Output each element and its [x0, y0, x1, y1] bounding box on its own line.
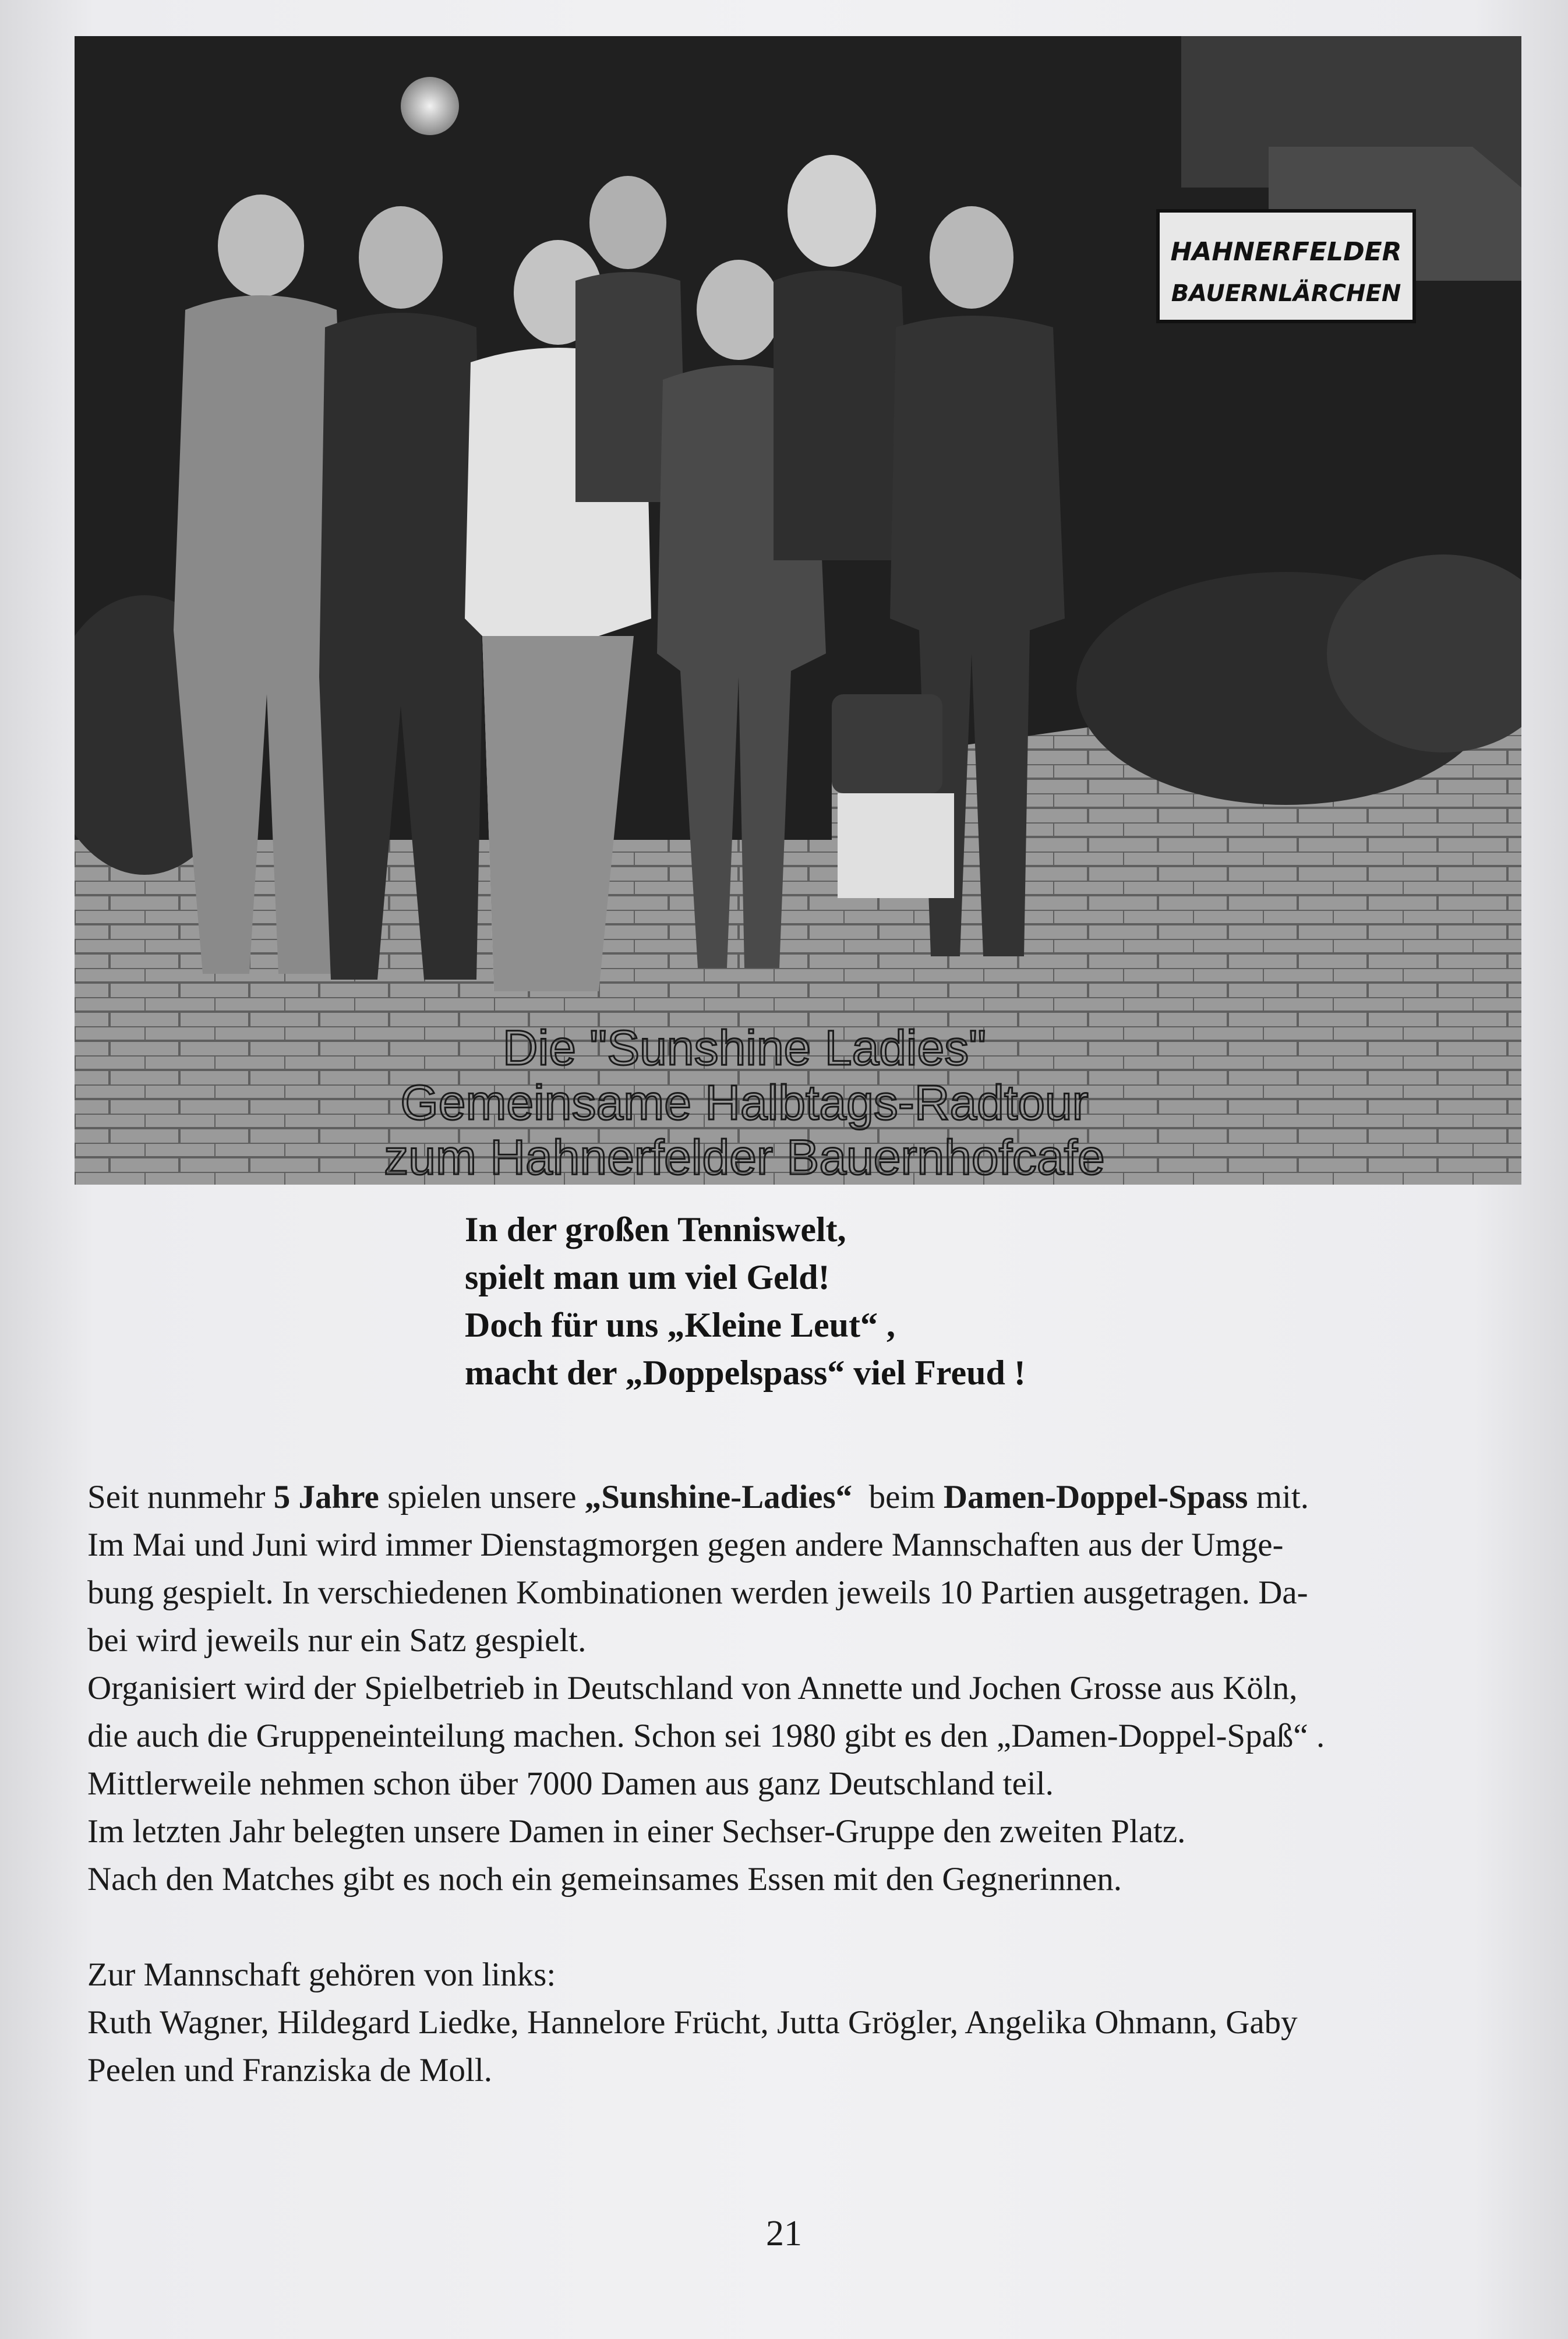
sign-line-2: BAUERNLÄRCHEN [1171, 280, 1401, 307]
team-names-line: Ruth Wagner, Hildegard Liedke, Hannelore Frücht, Jutta Grögler, Angelika Ohmann, Gaby [87, 2004, 1298, 2041]
group-photo-illustration [75, 36, 1521, 1185]
photo-caption-line: zum Hahnerfelder Bauernhofcafe [384, 1130, 1105, 1185]
body-line: Nach den Matches gibt es noch ein gemeinsames Essen mit den Gegnerinnen. [87, 1861, 1122, 1898]
body-line: Im letzten Jahr belegten unsere Damen in einer Sechser-Gruppe den zweiten Platz. [87, 1813, 1186, 1850]
body-text-segment: Seit nunmehr [87, 1479, 274, 1515]
photo-caption [220, 1020, 1269, 1185]
photo-caption-line: Gemeinsame Halbtags-Radtour [400, 1075, 1089, 1130]
article-body [87, 1474, 1509, 2094]
poem-line: spielt man um viel Geld! [465, 1258, 830, 1296]
body-text-segment: beim [852, 1479, 944, 1515]
body-line: Organisiert wird der Spielbetrieb in Deutschland von Annette und Jochen Grosse aus Köln, [87, 1670, 1298, 1706]
page-number: 21 [766, 2214, 802, 2253]
group-photo [75, 36, 1521, 1185]
handbag [832, 694, 942, 793]
body-line [87, 1474, 1509, 1521]
body-line: Im Mai und Juni wird immer Dienstagmorgen gegen andere Mannschaften aus der Umge- [87, 1527, 1284, 1563]
body-bold-segment: „Sunshine-Ladies“ [584, 1479, 853, 1515]
poem [465, 1206, 1026, 1397]
team-intro: Zur Mannschaft gehören von links: [87, 1956, 556, 1993]
body-line: die auch die Gruppeneinteilung machen. Schon sei 1980 gibt es den „Damen-Doppel-Spaß“ . [87, 1718, 1325, 1754]
body-line: Mittlerweile nehmen schon über 7000 Damen aus ganz Deutschland teil. [87, 1765, 1054, 1802]
body-text-segment: spielen unsere [379, 1479, 585, 1515]
body-bold-segment: 5 Jahre [273, 1479, 379, 1515]
poem-line: In der großen Tenniswelt, [465, 1210, 846, 1249]
paragraph-gap [87, 1903, 1509, 1951]
poem-line: Doch für uns „Kleine Leut“ , [465, 1306, 895, 1344]
sign-line-1: HAHNERFELDER [1170, 237, 1402, 267]
body-line: bei wird jeweils nur ein Satz gespielt. [87, 1622, 587, 1659]
photo-caption-line: Die "Sunshine Ladies" [502, 1020, 987, 1075]
poem-line: macht der „Doppelspass“ viel Freud ! [465, 1354, 1026, 1392]
body-text-segment: mit. [1248, 1479, 1309, 1515]
body-line: bung gespielt. In verschiedenen Kombinationen werden jeweils 10 Partien ausgetragen. Da- [87, 1574, 1308, 1611]
body-bold-segment: Damen-Doppel-Spass [943, 1479, 1248, 1515]
team-names-line: Peelen und Franziska de Moll. [87, 2052, 492, 2089]
